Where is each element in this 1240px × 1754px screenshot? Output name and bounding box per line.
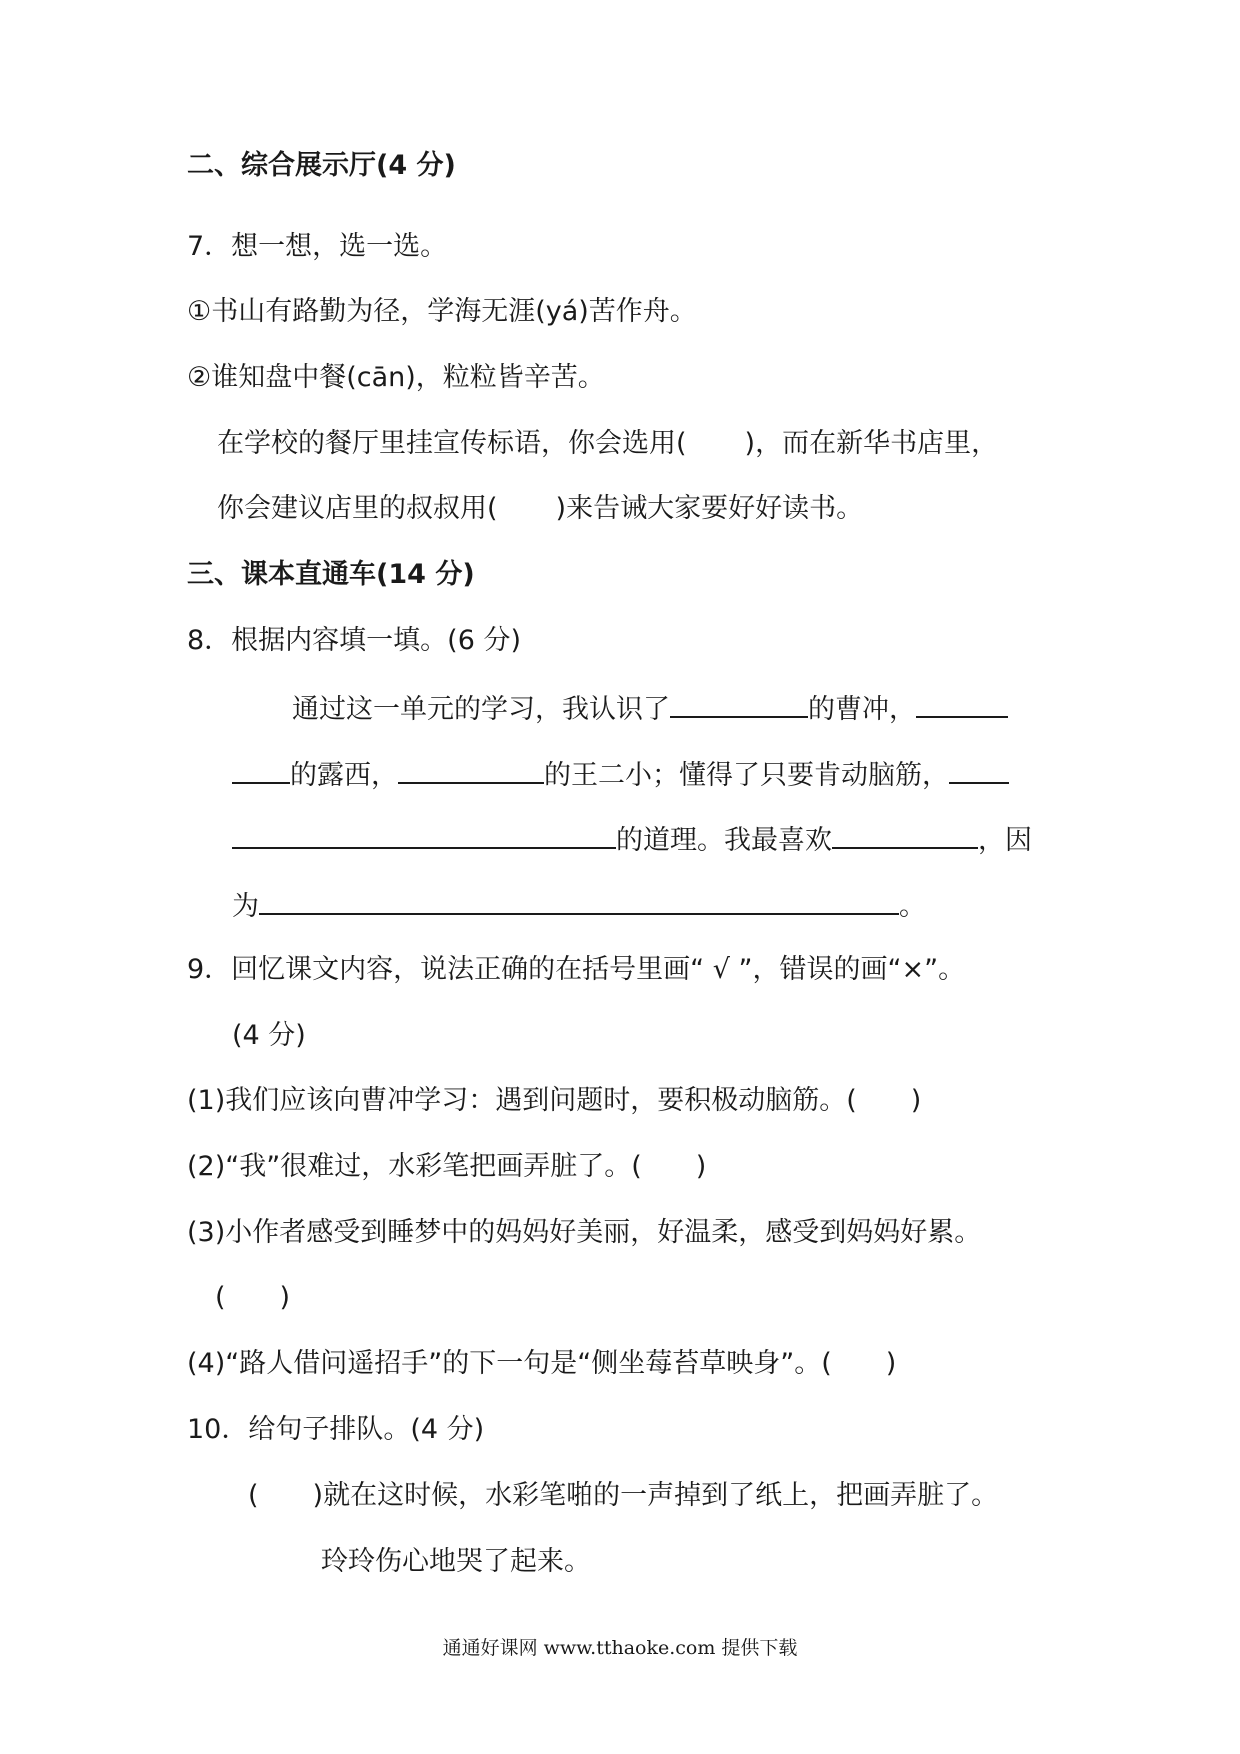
- question-8-prompt: 8．根据内容填一填。(6 分): [187, 625, 522, 656]
- q9-paren-close: ): [910, 1085, 922, 1116]
- q9-paren-close: ): [279, 1282, 291, 1313]
- q10-paren-open: (: [248, 1480, 259, 1511]
- section-3-heading: 三、课本直通车(14 分): [187, 559, 475, 590]
- page-footer: 通通好课网 www.tthaoke.com 提供下载: [442, 1637, 798, 1659]
- question-7-option-2: ②谁知盘中餐(cān)，粒粒皆辛苦。: [187, 362, 605, 393]
- q8-text: 的道理。我最喜欢: [616, 825, 832, 856]
- question-8-line-1: [292, 690, 1008, 727]
- q8-blank-2a[interactable]: [916, 690, 1008, 718]
- question-9-statement-2: [187, 1150, 706, 1184]
- q8-text: 的曹冲，: [808, 694, 916, 725]
- section-2-heading: 二、综合展示厅(4 分): [187, 150, 456, 181]
- q8-text: 的露西，: [290, 760, 398, 791]
- q9-s2-text: (2)“我”很难过，水彩笔把画弄脏了。(: [187, 1151, 642, 1182]
- q10-s1-text: )就在这时候，水彩笔啪的一声掉到了纸上，把画弄脏了。: [312, 1480, 999, 1511]
- question-9-statement-3: (3)小作者感受到睡梦中的妈妈好美丽，好温柔，感受到妈妈好累。: [187, 1217, 982, 1248]
- question-8-line-2: [232, 756, 1009, 793]
- q9-paren-close: ): [695, 1151, 707, 1182]
- q8-blank-5[interactable]: [832, 821, 978, 849]
- question-7-line-1: [217, 427, 998, 461]
- q9-s1-text: (1)我们应该向曹冲学习：遇到问题时，要积极动脑筋。(: [187, 1085, 857, 1116]
- q8-blank-1[interactable]: [670, 690, 808, 718]
- question-7-option-1: ①书山有路勤为径，学海无涯(yá)苦作舟。: [187, 296, 697, 327]
- q8-text: 。: [899, 891, 926, 922]
- q8-text: ，因: [978, 825, 1032, 856]
- q7-line2-text-a: 你会建议店里的叔叔用(: [217, 493, 498, 524]
- question-10-prompt: 10．给句子排队。(4 分): [187, 1414, 485, 1445]
- question-9-statement-4: [187, 1347, 896, 1381]
- question-8-line-4: [232, 887, 926, 924]
- q7-line1-text-b: )，而在新华书店里，: [744, 428, 999, 459]
- question-9-prompt: 9．回忆课文内容，说法正确的在括号里画“ √ ”，错误的画“×”。: [187, 954, 966, 985]
- q9-paren-close: ): [885, 1348, 897, 1379]
- q8-blank-6[interactable]: [259, 887, 899, 915]
- question-10-sentence-1-continued: 玲玲伤心地哭了起来。: [321, 1546, 591, 1577]
- q8-blank-3[interactable]: [398, 756, 544, 784]
- q9-paren-open: (: [215, 1282, 226, 1313]
- question-7-prompt: 7．想一想，选一选。: [187, 231, 448, 262]
- q8-blank-2b[interactable]: [232, 756, 290, 784]
- q9-s4-text: (4)“路人借问遥招手”的下一句是“侧坐莓苔草映身”。(: [187, 1348, 832, 1379]
- question-7-line-2: [217, 492, 863, 526]
- question-9-statement-1: [187, 1084, 921, 1118]
- q8-text: 通过这一单元的学习，我认识了: [292, 694, 670, 725]
- question-10-sentence-1: [248, 1479, 998, 1513]
- q7-line2-text-b: )来告诫大家要好好读书。: [555, 493, 864, 524]
- q8-text: 为: [232, 891, 259, 922]
- question-8-line-3: [232, 821, 1032, 858]
- question-9-statement-3-answer: [215, 1281, 290, 1315]
- question-9-points: (4 分): [232, 1020, 306, 1051]
- q8-blank-4a[interactable]: [949, 756, 1009, 784]
- q8-blank-4b[interactable]: [232, 821, 616, 849]
- q8-text: 的王二小；懂得了只要肯动脑筋，: [544, 760, 949, 791]
- q7-line1-text-a: 在学校的餐厅里挂宣传标语，你会选用(: [217, 428, 687, 459]
